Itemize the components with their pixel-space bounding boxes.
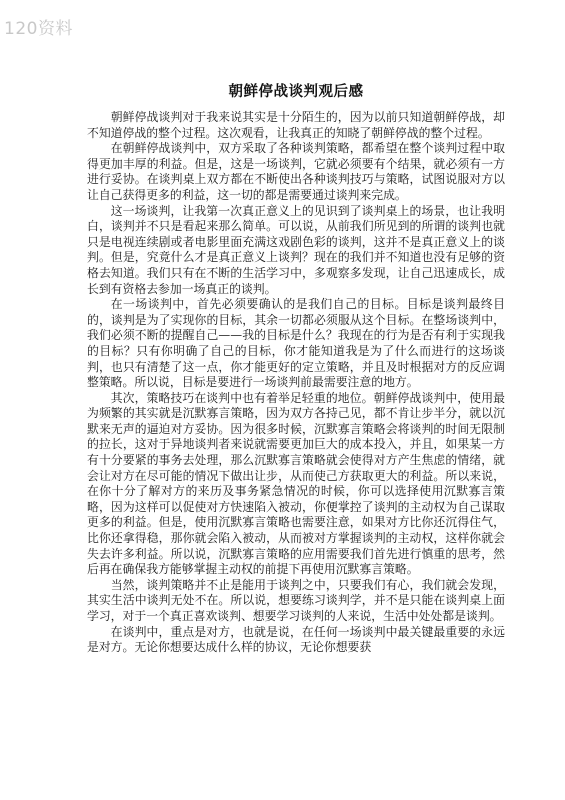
paragraph: 在谈判中，重点是对方，也就是说，在任何一场谈判中最关键最重要的永远是对方。无论你想要达成什么样的协议，无论你想要获 xyxy=(87,624,505,655)
paragraph: 其次，策略技巧在谈判中也有着举足轻重的地位。朝鲜停战谈判中，使用最为频繁的其实就是沉默寡言策略，因为双方各持己见，都不肯让步半分，就以沉默来无声的逼迫对方妥协。因为很多时候，沉默寡言策略会将谈判的时间无限制的拉长，这对于异地谈判者来说就需要更加巨大的成本投入，并且，如果某一方有十分要紧的事务去处理，那么沉默寡言策略就会使得对方产生焦虑的情绪，就会让对方在尽可能的情况下做出让步，从而使己方获取更大的利益。所以来说，在你十分了解对方的来历及事务紧急情况的时候，你可以选择使用沉默寡言策略，因为这样可以促使对方快速陷入被动，你便掌控了谈判的主动权为自己谋取更多的利益。但是，使用沉默寡言策略也需要注意，如果对方比你还沉得住气，比你还拿得稳，那你就会陷入被动，从而被对方掌握谈判的主动权，这样你就会失去许多利益。所以说，沉默寡言策略的应用需要我们首先进行慎重的思考，然后再在确保我方能够掌握主动权的前提下再使用沉默寡言策略。 xyxy=(87,390,505,577)
document-body xyxy=(87,80,505,656)
paragraph: 在一场谈判中，首先必须要确认的是我们自己的目标。目标是谈判最终目的，谈判是为了实现你的目标，其余一切都必须服从这个目标。在整场谈判中，我们必须不断的提醒自己——我的目标是什么？我现在的行为是否有利于实现我的目标？只有你明确了自己的目标，你才能知道我是为了什么而进行的这场谈判，也只有清楚了这一点，你才能更好的定立策略，并且及时根据对方的反应调整策略。所以说，目标是要进行一场谈判前最需要注意的地方。 xyxy=(87,297,505,390)
watermark-logo: 120资料 xyxy=(4,19,73,39)
paragraph: 在朝鲜停战谈判中，双方采取了各种谈判策略，都希望在整个谈判过程中取得更加丰厚的利益。但是，这是一场谈判，它就必须要有个结果，就必须有一方进行妥协。在谈判桌上双方都在不断使出各种谈判技巧与策略，试图说服对方以让自己获得更多的利益，这一切的都是需要通过谈判来完成。 xyxy=(87,141,505,202)
paragraph: 这一场谈判，让我第一次真正意义上的见识到了谈判桌上的场景，也让我明白，谈判并不只是看起来那么简单。可以说，从前我们所见到的所谓的谈判也就只是电视连续剧或者电影里面充满这戏剧色彩的谈判，这并不是真正意义上的谈判。但是，究竟什么才是真正意义上谈判？现在的我们并不知道也没有足够的资格去知道。我们只有在不断的生活学习中，多观察多发现，让自己迅速成长，成长到有资格去参加一场真正的谈判。 xyxy=(87,203,505,296)
paragraph: 当然，谈判策略并不止是能用于谈判之中，只要我们有心，我们就会发现，其实生活中谈判无处不在。所以说，想要练习谈判学，并不是只能在谈判桌上面学习，对于一个真正喜欢谈判、想要学习谈判的人来说，生活中处处都是谈判。 xyxy=(87,577,505,623)
paragraph: 朝鲜停战谈判对于我来说其实是十分陌生的，因为以前只知道朝鲜停战，却不知道停战的整个过程。这次观看，让我真正的知晓了朝鲜停战的整个过程。 xyxy=(87,110,505,140)
document-title: 朝鲜停战谈判观后感 xyxy=(228,83,364,100)
